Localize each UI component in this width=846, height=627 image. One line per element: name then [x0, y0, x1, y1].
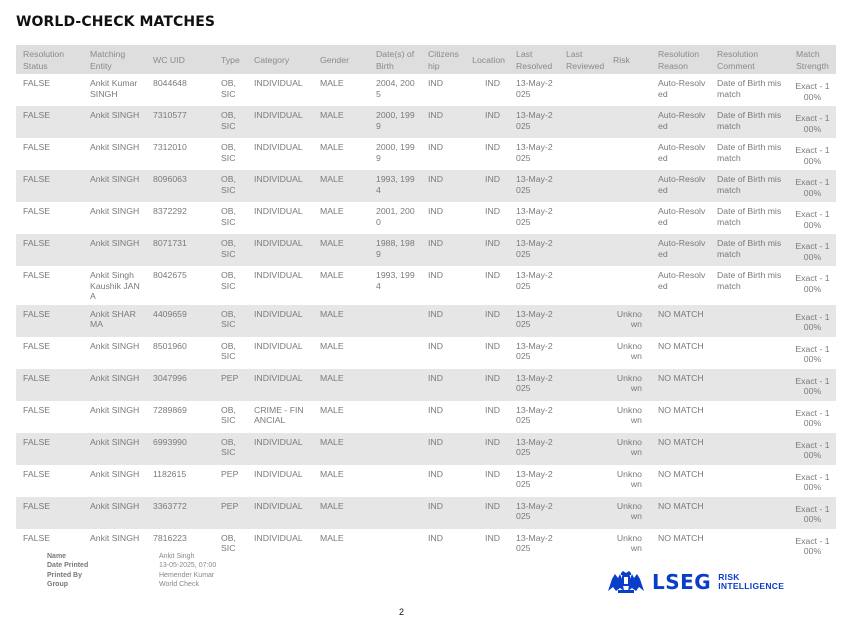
cell-category: INDIVIDUAL — [247, 234, 313, 266]
cell-matching-entity: Ankit SINGH — [83, 106, 146, 138]
cell-last-resolved: 13-May-2025 — [509, 369, 559, 401]
cell-resolution-comment — [710, 497, 789, 529]
table-row — [16, 202, 836, 234]
cell-last-resolved: 13-May-2025 — [516, 468, 553, 489]
table-row — [16, 465, 836, 497]
cell-resolution-comment — [710, 337, 789, 369]
col-header-matching-entity: Matching Entity — [83, 45, 146, 74]
cell-type: PEP — [214, 369, 247, 401]
cell-last-resolved: 13-May-2025 — [516, 142, 553, 163]
cell-citizenship: IND — [421, 369, 463, 401]
cell-matching-entity: Ankit SINGH — [83, 369, 146, 401]
table-row — [16, 138, 836, 170]
cell-category: INDIVIDUAL — [247, 497, 313, 529]
cell-wc-uid: 7816223 — [153, 532, 187, 543]
cell-match-strength: Exact - 100% — [789, 497, 836, 529]
cell-resolution-reason: Auto-Resolved — [658, 142, 706, 163]
cell-dates-of-birth: 2004, 2005 — [376, 78, 415, 99]
cell-last-reviewed — [559, 401, 606, 433]
col-header-citizenship: Citizenship — [421, 45, 463, 74]
cell-last-reviewed — [559, 337, 606, 369]
cell-resolution-reason: Auto-Resolved — [658, 206, 706, 227]
cell-dates-of-birth — [369, 529, 421, 561]
cell-matching-entity: Ankit Kumar SINGH — [90, 78, 138, 99]
cell-match-strength: Exact - 100% — [789, 433, 836, 465]
table-row — [16, 369, 836, 401]
col-header-last-reviewed: Last Reviewed — [559, 45, 606, 74]
cell-risk: Unknown — [606, 369, 651, 401]
logo-subtitle — [718, 573, 784, 591]
cell-dates-of-birth — [369, 401, 421, 433]
cell-citizenship: IND — [421, 305, 463, 337]
cell-risk — [606, 170, 651, 202]
cell-wc-uid: 8042675 — [153, 270, 187, 280]
cell-citizenship: IND — [428, 340, 443, 351]
cell-resolution-reason: Auto-Resolved — [658, 78, 706, 99]
cell-resolution-reason: NO MATCH — [658, 404, 704, 415]
cell-resolution-reason: NO MATCH — [658, 532, 704, 543]
cell-location: IND — [485, 340, 500, 351]
col-header-category: Category — [247, 45, 313, 74]
cell-dates-of-birth: 1993, 1994 — [376, 270, 415, 291]
cell-resolution-comment: Date of Birth mismatch — [710, 234, 789, 266]
cell-match-strength: Exact - 100% — [795, 81, 830, 102]
table-row — [16, 401, 836, 433]
meta-value: World Check — [159, 580, 199, 588]
cell-wc-uid: 8044648 — [153, 78, 187, 88]
table-row — [16, 74, 836, 106]
cell-resolution-reason: NO MATCH — [651, 433, 710, 465]
col-header-location: Location — [463, 45, 509, 74]
col-header-type: Type — [214, 45, 247, 74]
cell-type: OB, SIC — [221, 206, 236, 227]
table-row — [16, 106, 836, 138]
table-row — [16, 497, 836, 529]
cell-wc-uid: 8071731 — [146, 234, 214, 266]
cell-gender: MALE — [313, 305, 369, 337]
cell-location: IND — [463, 305, 509, 337]
col-header-resolution-comment: Resolution Comment — [710, 45, 789, 74]
cell-last-resolved: 13-May-2025 — [509, 170, 559, 202]
cell-match-strength: Exact - 100% — [789, 106, 836, 138]
cell-last-reviewed — [559, 138, 606, 170]
cell-wc-uid: 7310577 — [146, 106, 214, 138]
cell-wc-uid: 8372292 — [153, 206, 187, 216]
cell-citizenship: IND — [428, 78, 443, 88]
logo-wordmark: LSEG — [652, 570, 712, 594]
cell-match-strength: Exact - 100% — [789, 369, 836, 401]
cell-match-strength: Exact - 100% — [795, 343, 830, 364]
cell-dates-of-birth — [369, 497, 421, 529]
cell-resolution-status: FALSE — [23, 340, 51, 351]
cell-risk: Unknown — [606, 305, 651, 337]
cell-type: OB, SIC — [221, 142, 236, 163]
cell-risk — [606, 202, 651, 234]
col-header-risk: Risk — [606, 45, 651, 74]
cell-matching-entity: Ankit SINGH — [90, 142, 140, 152]
cell-last-reviewed — [559, 234, 606, 266]
cell-type: OB, SIC — [214, 305, 247, 337]
cell-last-resolved: 13-May-2025 — [509, 234, 559, 266]
cell-wc-uid: 8096063 — [146, 170, 214, 202]
cell-last-resolved: 13-May-2025 — [516, 78, 553, 99]
cell-location: IND — [485, 532, 500, 543]
cell-last-resolved: 13-May-2025 — [509, 433, 559, 465]
cell-resolution-comment — [710, 465, 789, 497]
cell-citizenship: IND — [428, 468, 443, 479]
cell-last-reviewed — [559, 74, 606, 106]
meta-label: Name — [47, 553, 67, 560]
cell-gender: MALE — [320, 270, 344, 280]
cell-resolution-comment — [710, 369, 789, 401]
logo-subtitle-line: INTELLIGENCE — [718, 581, 785, 591]
cell-resolution-comment — [710, 305, 789, 337]
cell-dates-of-birth — [369, 465, 421, 497]
cell-location: IND — [463, 369, 509, 401]
cell-type: OB, SIC — [221, 532, 236, 553]
cell-citizenship: IND — [428, 206, 443, 216]
cell-match-strength: Exact - 100% — [795, 209, 830, 230]
table-row — [16, 433, 836, 465]
cell-type: OB, SIC — [221, 78, 236, 99]
cell-last-reviewed — [559, 305, 606, 337]
cell-category: INDIVIDUAL — [254, 270, 303, 280]
cell-resolution-status: FALSE — [16, 106, 83, 138]
cell-location: IND — [485, 404, 500, 415]
cell-last-reviewed — [559, 202, 606, 234]
cell-type: OB, SIC — [221, 340, 236, 361]
cell-risk — [606, 234, 651, 266]
cell-wc-uid: 6993990 — [146, 433, 214, 465]
cell-last-resolved: 13-May-2025 — [509, 497, 559, 529]
cell-resolution-status: FALSE — [23, 270, 51, 280]
col-header-gender: Gender — [313, 45, 369, 74]
cell-last-reviewed — [559, 529, 606, 561]
cell-dates-of-birth: 2000, 1999 — [369, 106, 421, 138]
cell-matching-entity: Ankit SINGH — [83, 170, 146, 202]
logo-subtitle-line: RISK — [718, 572, 740, 582]
cell-wc-uid: 3363772 — [146, 497, 214, 529]
cell-location: IND — [463, 433, 509, 465]
cell-category: INDIVIDUAL — [254, 142, 303, 152]
cell-category: INDIVIDUAL — [254, 532, 303, 543]
cell-gender: MALE — [313, 497, 369, 529]
cell-risk: Unknown — [616, 340, 642, 361]
cell-category: INDIVIDUAL — [247, 433, 313, 465]
cell-type: PEP — [214, 497, 247, 529]
cell-gender: MALE — [313, 234, 369, 266]
cell-citizenship: IND — [428, 142, 443, 152]
cell-last-resolved: 13-May-2025 — [516, 532, 553, 553]
cell-gender: MALE — [313, 433, 369, 465]
cell-wc-uid: 4409659 — [146, 305, 214, 337]
cell-match-strength: Exact - 100% — [795, 471, 830, 492]
table-row — [16, 305, 836, 337]
cell-last-resolved: 13-May-2025 — [516, 340, 553, 361]
cell-type: OB, SIC — [214, 106, 247, 138]
meta-value: 13-05-2025, 07:00 — [159, 562, 217, 570]
cell-resolution-comment: Date of Birth mismatch — [710, 106, 789, 138]
cell-matching-entity: Ankit SINGH — [90, 468, 140, 479]
cell-wc-uid: 7312010 — [153, 142, 187, 152]
meta-row-printed-by — [47, 571, 216, 580]
cell-resolution-status: FALSE — [23, 206, 51, 216]
meta-value: Ankit Singh — [159, 553, 195, 560]
cell-type: OB, SIC — [221, 404, 236, 425]
cell-resolution-reason: NO MATCH — [651, 369, 710, 401]
cell-matching-entity: Ankit SINGH — [90, 532, 140, 543]
table-row — [16, 337, 836, 369]
cell-dates-of-birth: 1988, 1989 — [369, 234, 421, 266]
lseg-risk-intelligence-logo — [606, 569, 784, 595]
cell-citizenship: IND — [421, 497, 463, 529]
cell-citizenship: IND — [428, 532, 443, 543]
cell-citizenship: IND — [421, 433, 463, 465]
cell-category: INDIVIDUAL — [247, 106, 313, 138]
cell-resolution-status: FALSE — [23, 468, 51, 479]
cell-last-resolved: 13-May-2025 — [516, 270, 553, 291]
cell-wc-uid: 7289869 — [153, 404, 187, 415]
cell-resolution-reason: NO MATCH — [651, 497, 710, 529]
cell-category: INDIVIDUAL — [254, 78, 303, 88]
cell-resolution-comment: Date of Birth mismatch — [717, 206, 782, 227]
cell-category: INDIVIDUAL — [247, 170, 313, 202]
meta-row-name — [47, 552, 216, 561]
cell-location: IND — [485, 142, 500, 152]
page-number: 2 — [399, 607, 405, 617]
cell-type: OB, SIC — [214, 170, 247, 202]
meta-row-date-printed — [47, 561, 216, 570]
col-header-last-resolved: Last Resolved — [509, 45, 559, 74]
cell-type: OB, SIC — [214, 433, 247, 465]
cell-dates-of-birth — [369, 305, 421, 337]
cell-location: IND — [485, 270, 500, 280]
cell-gender: MALE — [320, 532, 344, 543]
table-row — [16, 170, 836, 202]
cell-last-reviewed — [559, 433, 606, 465]
cell-resolution-reason: Auto-Resolved — [658, 270, 706, 291]
cell-last-resolved: 13-May-2025 — [516, 404, 553, 425]
cell-dates-of-birth: 2000, 1999 — [376, 142, 415, 163]
cell-last-resolved: 13-May-2025 — [509, 305, 559, 337]
cell-risk — [606, 74, 651, 106]
cell-category: CRIME - FINANCIAL — [254, 404, 304, 425]
cell-risk — [606, 138, 651, 170]
cell-matching-entity: Ankit SINGH — [83, 433, 146, 465]
cell-citizenship: IND — [428, 404, 443, 415]
cell-last-reviewed — [559, 170, 606, 202]
cell-risk: Unknown — [606, 433, 651, 465]
cell-risk — [606, 106, 651, 138]
cell-matching-entity: Ankit SINGH — [83, 234, 146, 266]
cell-resolution-reason: Auto-Resolved — [651, 106, 710, 138]
cell-wc-uid: 3047996 — [146, 369, 214, 401]
cell-resolution-reason: Auto-Resolved — [651, 170, 710, 202]
table-row — [16, 234, 836, 266]
table-body — [16, 74, 836, 561]
cell-resolution-comment: Date of Birth mismatch — [710, 170, 789, 202]
cell-matching-entity: Ankit Singh Kaushik JANA — [90, 270, 140, 301]
cell-last-resolved: 13-May-2025 — [516, 206, 553, 227]
cell-resolution-comment: Date of Birth mismatch — [717, 78, 782, 99]
meta-label: Printed By — [47, 571, 83, 579]
cell-resolution-reason: NO MATCH — [651, 305, 710, 337]
cell-resolution-comment — [710, 401, 789, 433]
cell-risk: Unknown — [606, 497, 651, 529]
cell-match-strength: Exact - 100% — [795, 535, 830, 556]
cell-dates-of-birth: 2001, 2000 — [376, 206, 415, 227]
cell-resolution-status: FALSE — [23, 142, 51, 152]
cell-risk: Unknown — [616, 468, 642, 489]
cell-match-strength: Exact - 100% — [789, 170, 836, 202]
cell-resolution-comment: Date of Birth mismatch — [717, 142, 782, 163]
cell-last-reviewed — [559, 266, 606, 305]
table-row — [16, 266, 836, 305]
cell-resolution-status: FALSE — [16, 433, 83, 465]
cell-type: PEP — [221, 468, 239, 479]
cell-category: INDIVIDUAL — [247, 369, 313, 401]
cell-resolution-status: FALSE — [16, 170, 83, 202]
table-header-row — [16, 45, 836, 74]
col-header-resolution-status: Resolution Status — [16, 45, 83, 74]
cell-resolution-status: FALSE — [23, 78, 51, 88]
cell-resolution-comment — [710, 433, 789, 465]
meta-value: Hemender Kumar — [159, 571, 215, 579]
cell-location: IND — [463, 170, 509, 202]
cell-citizenship: IND — [428, 270, 443, 280]
cell-resolution-status: FALSE — [16, 369, 83, 401]
cell-resolution-comment: Date of Birth mismatch — [717, 270, 782, 291]
cell-resolution-comment — [710, 529, 789, 561]
cell-gender: MALE — [320, 404, 344, 415]
cell-citizenship: IND — [421, 170, 463, 202]
cell-last-reviewed — [559, 369, 606, 401]
cell-gender: MALE — [313, 106, 369, 138]
cell-resolution-status: FALSE — [23, 404, 51, 415]
cell-match-strength: Exact - 100% — [789, 305, 836, 337]
cell-matching-entity: Ankit SINGH — [83, 497, 146, 529]
cell-risk: Unknown — [616, 532, 642, 553]
cell-risk: Unknown — [616, 404, 642, 425]
col-header-dates-of-birth: Date(s) of Birth — [369, 45, 421, 74]
cell-match-strength: Exact - 100% — [789, 234, 836, 266]
meta-row-group — [47, 580, 216, 589]
cell-gender: MALE — [313, 369, 369, 401]
cell-matching-entity: Ankit SINGH — [90, 340, 140, 351]
lion-crest-icon — [606, 570, 646, 594]
cell-matching-entity: Ankit SHARMA — [83, 305, 146, 337]
cell-location: IND — [463, 106, 509, 138]
cell-dates-of-birth — [369, 433, 421, 465]
cell-gender: MALE — [320, 340, 344, 351]
cell-category: INDIVIDUAL — [247, 305, 313, 337]
cell-location: IND — [463, 234, 509, 266]
cell-type: OB, SIC — [214, 234, 247, 266]
cell-match-strength: Exact - 100% — [795, 407, 830, 428]
meta-label: Group — [47, 580, 68, 588]
cell-resolution-reason: Auto-Resolved — [651, 234, 710, 266]
cell-last-resolved: 13-May-2025 — [509, 106, 559, 138]
cell-match-strength: Exact - 100% — [795, 273, 830, 294]
cell-risk — [606, 266, 651, 305]
col-header-match-strength: Match Strength — [789, 45, 836, 74]
cell-last-reviewed — [559, 465, 606, 497]
cell-resolution-reason: NO MATCH — [658, 468, 704, 479]
cell-dates-of-birth — [369, 337, 421, 369]
meta-label: Date Printed — [47, 562, 89, 570]
cell-last-reviewed — [559, 497, 606, 529]
cell-category: INDIVIDUAL — [254, 340, 303, 351]
page-title: WORLD-CHECK MATCHES — [16, 14, 216, 30]
cell-category: INDIVIDUAL — [254, 468, 303, 479]
cell-citizenship: IND — [421, 234, 463, 266]
cell-citizenship: IND — [421, 106, 463, 138]
print-metadata — [47, 552, 216, 589]
cell-resolution-status: FALSE — [16, 305, 83, 337]
cell-location: IND — [485, 78, 500, 88]
cell-last-reviewed — [559, 106, 606, 138]
cell-category: INDIVIDUAL — [254, 206, 303, 216]
cell-gender: MALE — [320, 142, 344, 152]
cell-resolution-reason: NO MATCH — [658, 340, 704, 351]
cell-dates-of-birth: 1993, 1994 — [369, 170, 421, 202]
cell-wc-uid: 1182615 — [153, 468, 187, 479]
cell-dates-of-birth — [369, 369, 421, 401]
cell-resolution-status: FALSE — [16, 497, 83, 529]
cell-matching-entity: Ankit SINGH — [90, 404, 140, 415]
cell-type: OB, SIC — [221, 270, 236, 291]
cell-location: IND — [485, 206, 500, 216]
col-header-wc-uid: WC UID — [146, 45, 214, 74]
cell-matching-entity: Ankit SINGH — [90, 206, 140, 216]
cell-match-strength: Exact - 100% — [795, 145, 830, 166]
cell-resolution-status: FALSE — [16, 234, 83, 266]
cell-location: IND — [463, 497, 509, 529]
cell-gender: MALE — [313, 170, 369, 202]
world-check-matches-table — [16, 45, 836, 561]
cell-gender: MALE — [320, 468, 344, 479]
cell-resolution-status: FALSE — [23, 532, 51, 543]
col-header-resolution-reason: Resolution Reason — [651, 45, 710, 74]
cell-gender: MALE — [320, 78, 344, 88]
cell-gender: MALE — [320, 206, 344, 216]
cell-location: IND — [485, 468, 500, 479]
cell-wc-uid: 8501960 — [153, 340, 187, 351]
